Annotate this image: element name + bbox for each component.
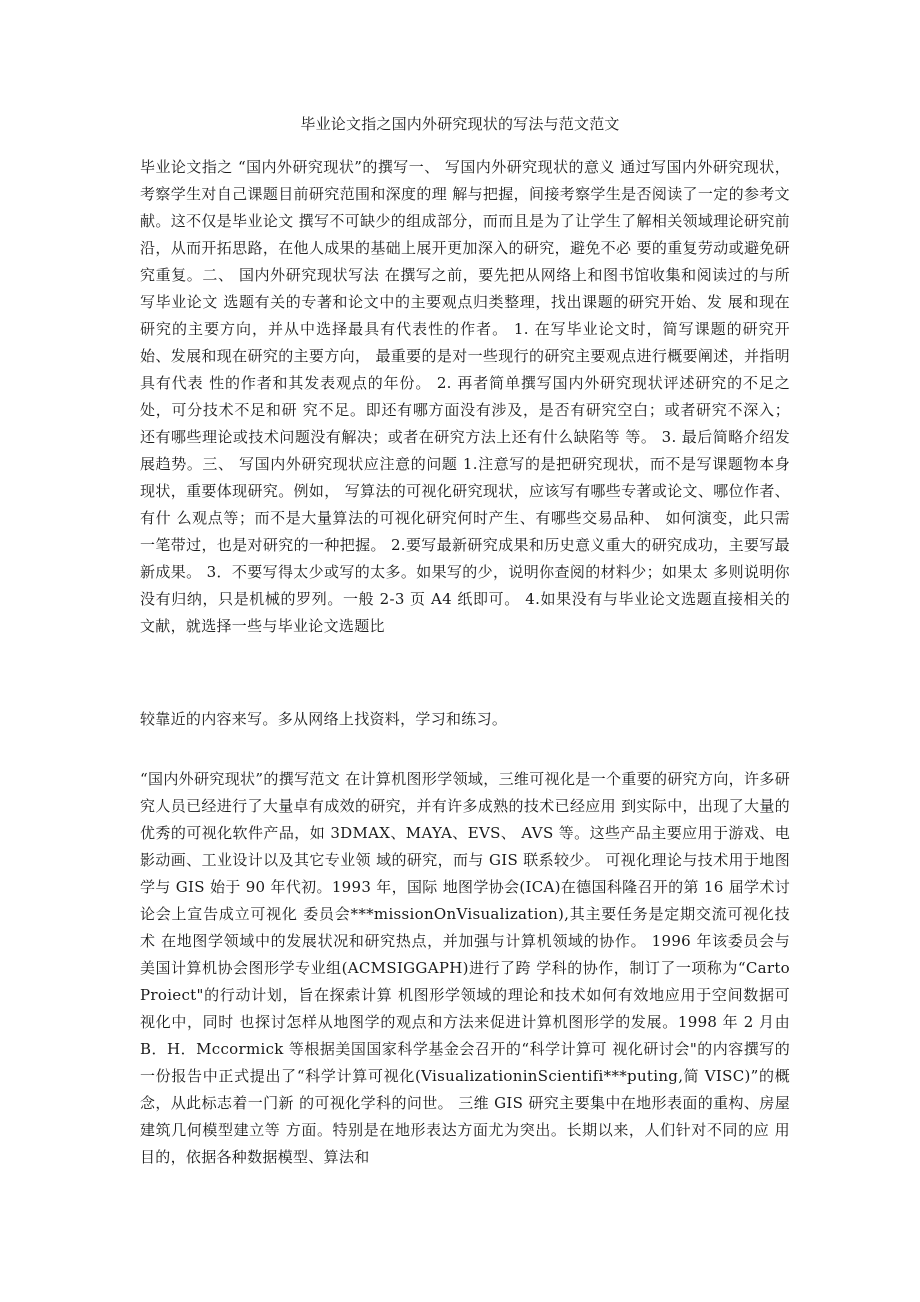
body-paragraph-guide: 毕业论文指之 “国内外研究现状”的撰写一、 写国内外研究现状的意义 通过写国内外研究现状，考察学生对自己课题目前研究范围和深度的理 解与把握，间接考察学生是否阅读了一定的参考文献。这不仅是毕业论文 撰写不可缺少的组成部分，而而且是为了让学生了解相关领域理论研究前 沿，从而开拓思路，在他人成果的基础上展开更加深入的研究，避免不必 要的重复劳动或避免研究重复。二、 国内外研究现状写法 在撰写之前，要先把从网络上和图书馆收集和阅读过的与所写毕业论文 选题有关的专著和论文中的主要观点归类整理，找出课题的研究开始、发 展和现在研究的主要方向，并从中选择最具有代表性的作者。 1. 在写毕业论文时，简写课题的研究开始、发展和现在研究的主要方向， 最重要的是对一些现行的研究主要观点进行概要阐述，并指明具有代表 性的作者和其发表观点的年份。 2. 再者简单撰写国内外研究现状评述研究的不足之处，可分技术不足和研 究不足。即还有哪方面没有涉及，是否有研究空白；或者研究不深入； 还有哪些理论或技术问题没有解决；或者在研究方法上还有什么缺陷等 等。 3. 最后简略介绍发展趋势。三、 写国内外研究现状应注意的问题 1.注意写的是把研究现状，而不是写课题物本身现状，重要体现研究。例如， 写算法的可视化研究现状，应该写有哪些专著或论文、哪位作者、有什 么观点等；而不是大量算法的可视化研究何时产生、有哪些交易品种、 如何演变，此只需一笔带过，也是对研究的一种把握。 2.要写最新研究成果和历史意义重大的研究成功，主要写最新成果。 3．不要写得太少或写的太多。如果写的少，说明你查阅的材料少；如果太 多则说明你没有归纳，只是机械的罗列。一般 2-3 页 A4 纸即可。 4.如果没有与毕业论文选题直接相关的文献，就选择一些与毕业论文选题比 bbox=[140, 158, 790, 635]
document-title: 毕业论文指之国内外研究现状的写法与范文范文 bbox=[300, 115, 620, 133]
body-paragraph-continuation: 较靠近的内容来写。多从网络上找资料，学习和练习。 bbox=[140, 710, 508, 728]
body-paragraph-sample: “国内外研究现状”的撰写范文 在计算机图形学领域，三维可视化是一个重要的研究方向，许多研 究人员已经进行了大量卓有成效的研究，并有许多成熟的技术已经应用 到实际中，出现了大量的优秀的可视化软件产品，如 3DMAX、MAYA、EVS、 AVS 等。这些产品主要应用于游戏、电影动画、工业设计以及其它专业领 域的研究，而与 GIS 联系较少。 可视化理论与技术用于地图学与 GIS 始于 90 年代初。1993 年，国际 地图学协会(ICA)在德国科隆召开的第 16 届学术讨论会上宣告成立可视化 委员会***missionOnVisualization),其主要任务是定期交流可视化技术 在地图学领域中的发展状况和研究热点，并加强与计算机领域的协作。 1996 年该委员会与美国计算机协会图形学专业组(ACMSIGGAPH)进行了跨 学科的协作，制订了一项称为“CartoProiect"的行动计划，旨在探索计算 机图形学领域的理论和技术如何有效地应用于空间数据可视化中，同时 也探讨怎样从地图学的观点和方法来促进计算机图形学的发展。1998 年 2 月由 B．H．Mccormick 等根据美国国家科学基金会召开的“科学计算可 视化研讨会"的内容撰写的一份报告中正式提出了“科学计算可视化(VisualizationinScientifi***puting,简 VISC)”的概念，从此标志着一门新 的可视化学科的问世。 三维 GIS 研究主要集中在地形表面的重构、房屋建筑几何模型建立等 方面。特别是在地形表达方面尤为突出。长期以来，人们针对不同的应 用目的，依据各种数据模型、算法和 bbox=[140, 770, 790, 1166]
